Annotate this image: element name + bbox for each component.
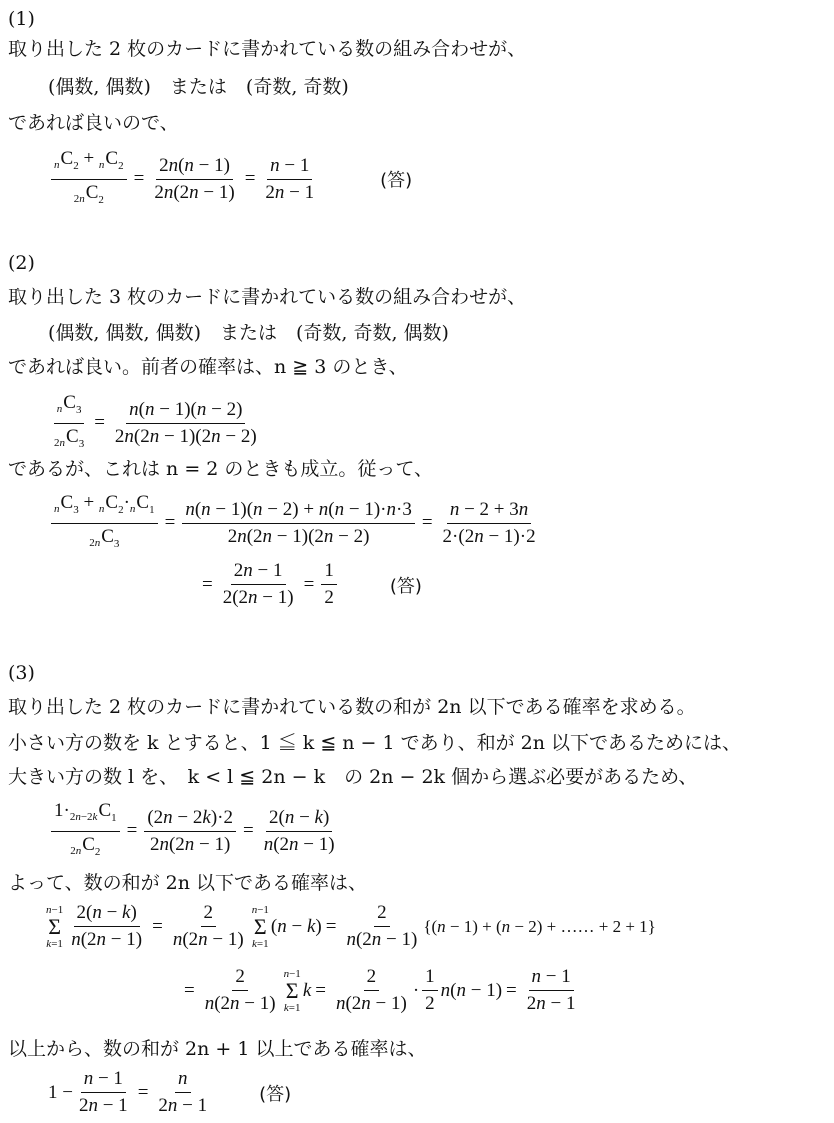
part-3-equation-1: $\frac{1\cdot_{2n-2k}C_1}{_{2n}C_2}$ = $\frac{(2n - 2k)\cdot 2}{2n(2n - 1)}$ = $\frac{2(n - k)}{n(2n - 1)}$ [48,800,341,863]
part-3-text-4: よって、数の和が 2n 以下である確率は、 [8,872,368,894]
part-3-label: (3) [8,662,35,684]
part-1-answer-mark: (答) [380,170,413,192]
part-1-text-3: であれば良いので、 [8,112,179,134]
part-2-equation-2: $\frac{_nC_3 + _nC_2\cdot_nC_1}{_{2n}C_3}$ = $\frac{n(n - 1)(n - 2) + n(n - 1)\cdot n\cdot 3}{2n(2n - 1)(2n - 2)}$ = $\frac{n - 2 + 3n}{2\cdot(2n - 1)\cdot 2}$ [48,492,542,555]
part-1-text-2: (偶数, 偶数) または (奇数, 奇数) [48,76,349,98]
part-2-text-2: (偶数, 偶数, 偶数) または (奇数, 奇数, 偶数) [48,322,449,344]
part-1-text-1: 取り出した 2 枚のカードに書かれている数の組み合わせが、 [8,38,527,60]
part-3-equation-3: = $\frac{2}{n(2n - 1)}$ n−1 Σ k=1 k = $\frac{2}{n(2n - 1)}$ · $\frac{1}{2}$ n(n − 1) = $\frac{n - 1}{2n - 1}$ [184,966,576,1014]
part-2-text-3: であれば良い。前者の確率は、n ≧ 3 のとき、 [8,356,408,378]
part-3-answer-mark: (答) [259,1083,292,1105]
part-3-equation-4: 1 − $\frac{n - 1}{2n - 1}$ = $\frac{n}{2n - 1}$ (答) [48,1068,292,1116]
part-2-text-1: 取り出した 3 枚のカードに書かれている数の組み合わせが、 [8,286,527,308]
part-2-equation-1: $\frac{_nC_3}{_{2n}C_3}$ = $\frac{n(n - 1)(n - 2)}{2n(2n - 1)(2n - 2)}$ [54,392,257,450]
part-3-text-5: 以上から、数の和が 2n + 1 以上である確率は、 [8,1038,427,1060]
part-2-answer-mark: (答) [389,575,422,597]
part-1-equation: $\frac{_nC_2 + _nC_2}{_{2n}C_2}$ = $\frac{2n(n - 1)}{2n(2n - 1)}$ = $\frac{n - 1}{2n - 1}$ (答) [48,148,412,211]
part-3-equation-2: n−1 Σ k=1 $\frac{2(n - k)}{n(2n - 1)}$ = $\frac{2}{n(2n - 1)}$ n−1 Σ k=1 (n − k) = $\frac{2}{n(2n - 1)}$ {(n − 1) + (n − 2) + …… + 2 + 1} [46,902,656,950]
part-2-label: (2) [8,252,35,274]
part-3-text-2: 小さい方の数を k とすると、1 ≦ k ≦ n − 1 であり、和が 2n 以下であるためには、 [8,732,742,754]
part-3-text-3: 大きい方の数 l を、 k < l ≦ 2n − k の 2n − 2k 個から選ぶ必要があるため、 [8,766,698,788]
part-1-label: (1) [8,8,35,30]
part-3-text-1: 取り出した 2 枚のカードに書かれている数の和が 2n 以下である確率を求める。 [8,696,696,718]
part-2-text-4: であるが、これは n = 2 のときも成立。従って、 [8,458,434,480]
part-2-equation-3: = $\frac{2n - 1}{2(2n - 1)}$ = $\frac{1}{2}$ (答) [202,560,422,608]
